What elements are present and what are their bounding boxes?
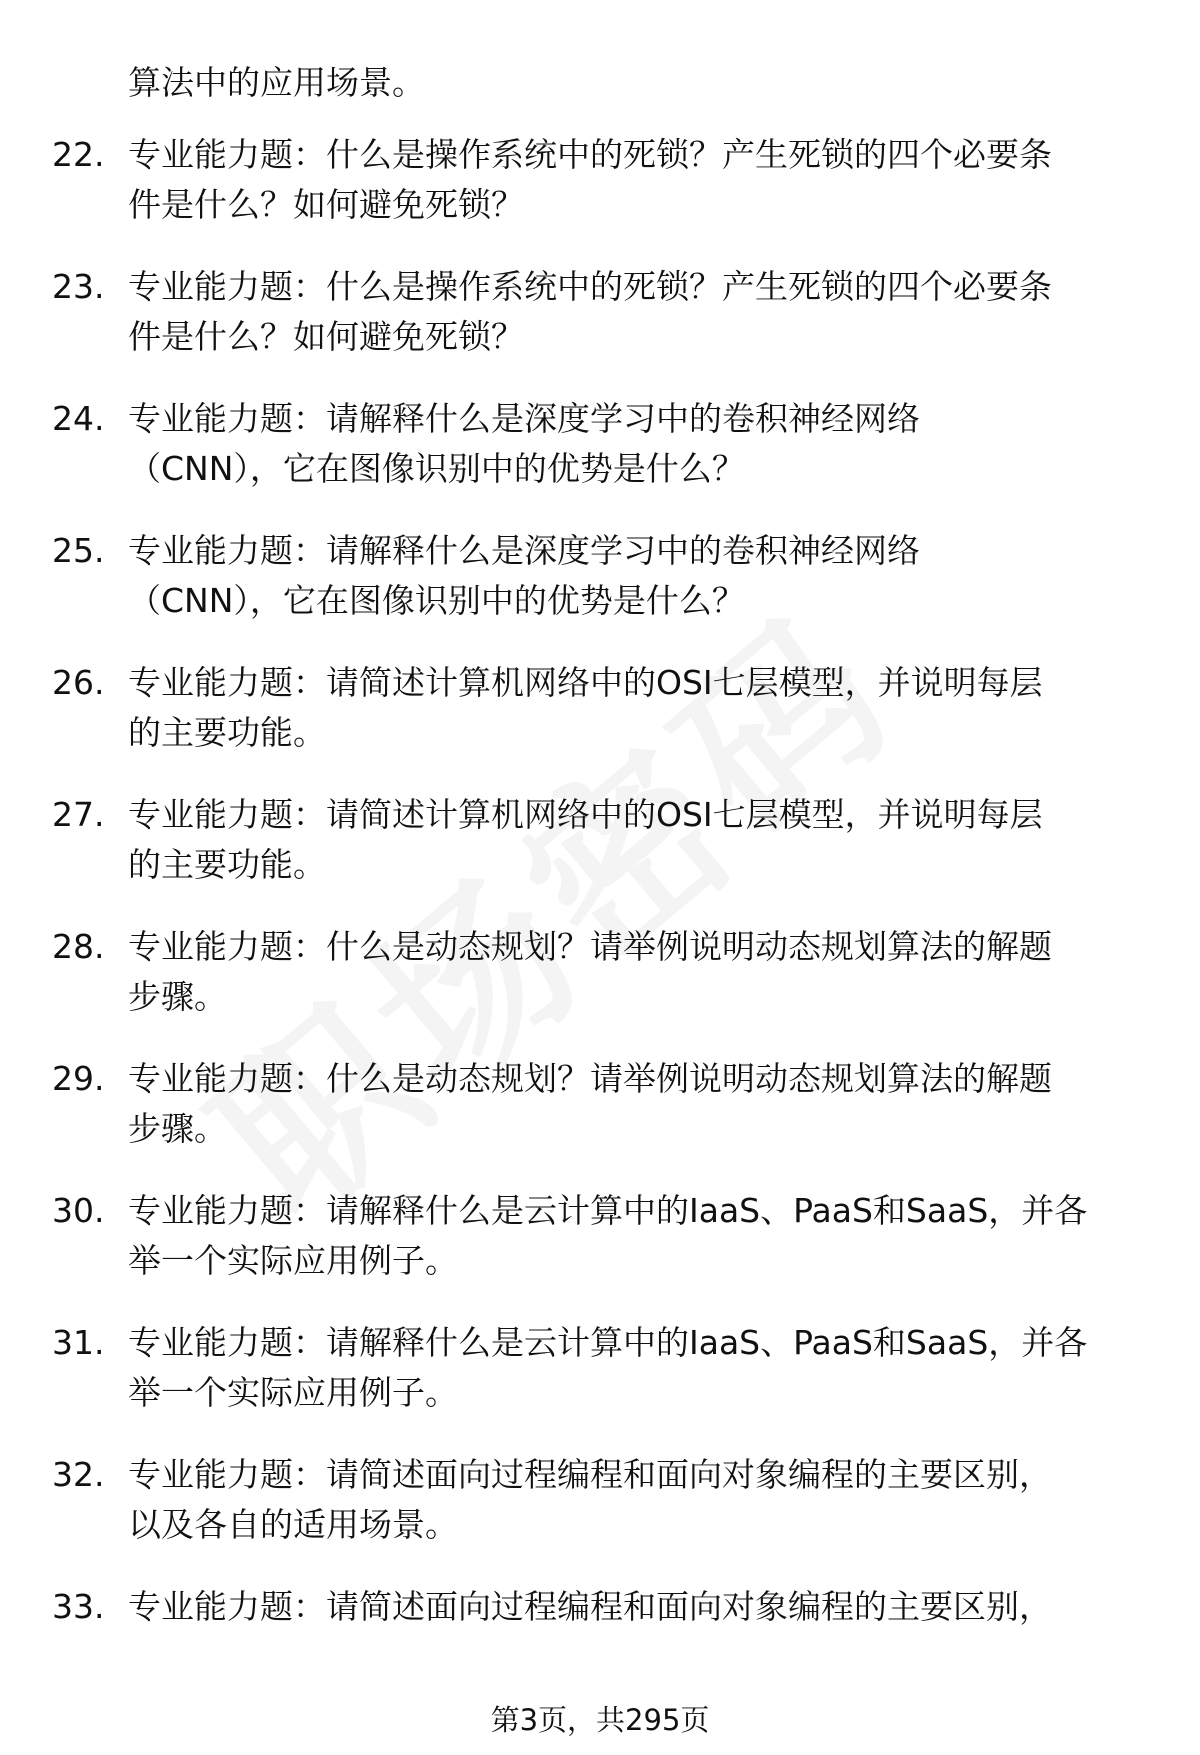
item-number: 29. <box>52 1059 105 1098</box>
item-text: 专业能力题：什么是操作系统中的死锁？产生死锁的四个必要条 件是什么？如何避免死锁？ <box>128 135 1052 224</box>
list-item <box>52 658 1162 758</box>
item-text: 专业能力题：请解释什么是深度学习中的卷积神经网络 （CNN），它在图像识别中的优势是什么？ <box>128 531 920 620</box>
item-number: 30. <box>52 1191 105 1230</box>
list-item <box>52 394 1162 494</box>
item-text: 专业能力题：请解释什么是深度学习中的卷积神经网络 （CNN），它在图像识别中的优势是什么？ <box>128 399 920 488</box>
list-item <box>52 130 1162 230</box>
list-item <box>52 1186 1162 1286</box>
item-text: 专业能力题：请简述面向过程编程和面向对象编程的主要区别， 以及各自的适用场景。 <box>128 1455 1052 1544</box>
item-text: 专业能力题：什么是动态规划？请举例说明动态规划算法的解题 步骤。 <box>128 1059 1052 1148</box>
item-number: 33. <box>52 1587 105 1626</box>
item-number: 23. <box>52 267 105 306</box>
item-number: 25. <box>52 531 105 570</box>
item-text: 专业能力题：请简述面向过程编程和面向对象编程的主要区别， <box>128 1587 1052 1626</box>
item-number: 27. <box>52 795 105 834</box>
item-number: 24. <box>52 399 105 438</box>
list-item <box>52 790 1162 890</box>
list-item <box>52 1054 1162 1154</box>
item-text: 专业能力题：请解释什么是云计算中的IaaS、PaaS和SaaS，并各 举一个实际应用例子。 <box>128 1191 1088 1280</box>
list-item <box>52 526 1162 626</box>
item-text: 专业能力题：什么是操作系统中的死锁？产生死锁的四个必要条 件是什么？如何避免死锁？ <box>128 267 1052 356</box>
item-text: 专业能力题：请简述计算机网络中的OSI七层模型，并说明每层 的主要功能。 <box>128 795 1043 884</box>
list-item <box>52 922 1162 1022</box>
list-item <box>52 1318 1162 1418</box>
continuation-text: 算法中的应用场景。 <box>128 63 425 102</box>
item-text: 专业能力题：什么是动态规划？请举例说明动态规划算法的解题 步骤。 <box>128 927 1052 1016</box>
list-item <box>52 262 1162 362</box>
item-number: 32. <box>52 1455 105 1494</box>
item-number: 22. <box>52 135 105 174</box>
item-number: 28. <box>52 927 105 966</box>
item-number: 31. <box>52 1323 105 1362</box>
page-footer: 第3页，共295页 <box>490 1703 710 1737</box>
item-number: 26. <box>52 663 105 702</box>
list-item <box>52 1582 1162 1632</box>
item-text: 专业能力题：请解释什么是云计算中的IaaS、PaaS和SaaS，并各 举一个实际应用例子。 <box>128 1323 1088 1412</box>
list-item <box>52 1450 1162 1550</box>
item-text: 专业能力题：请简述计算机网络中的OSI七层模型，并说明每层 的主要功能。 <box>128 663 1043 752</box>
